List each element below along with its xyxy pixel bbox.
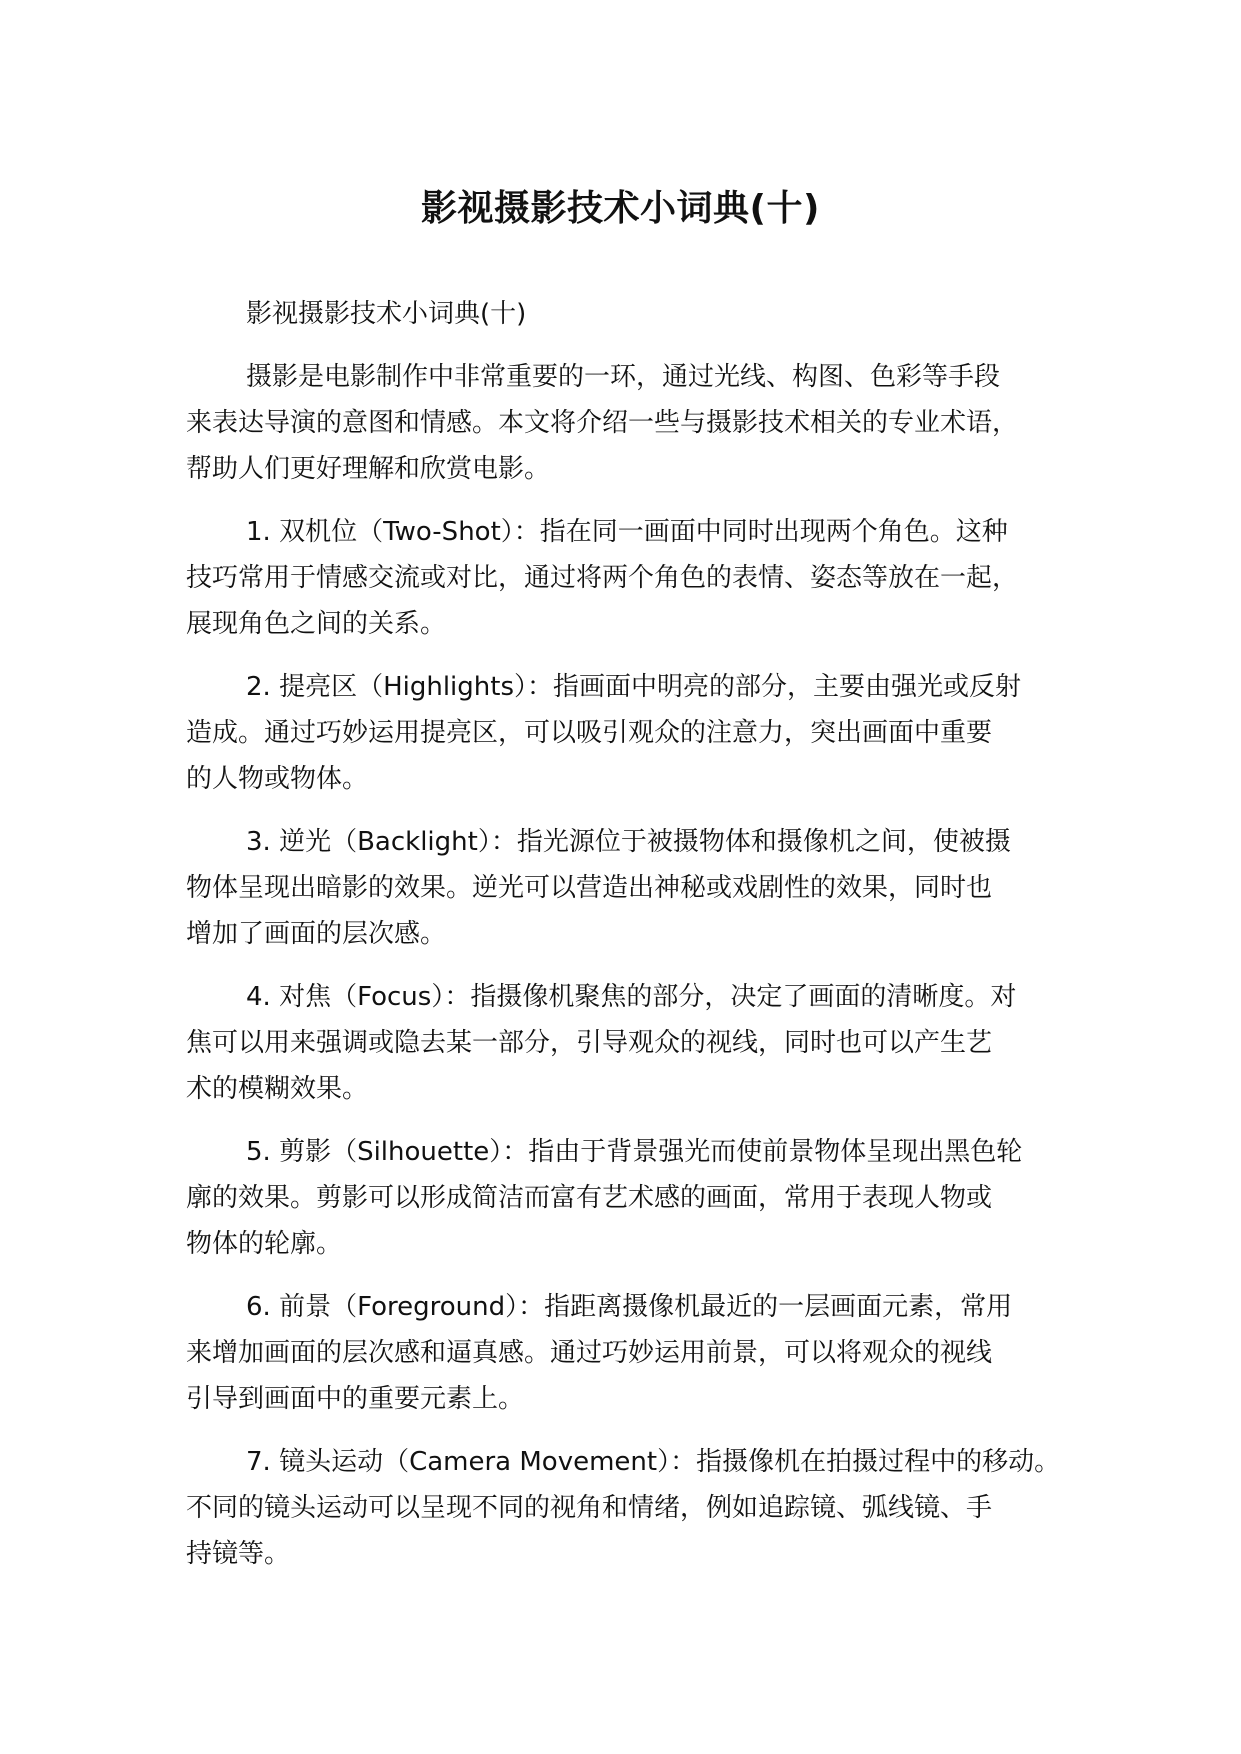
paragraph-line: 术的模糊效果。 — [186, 1074, 369, 1104]
paragraph-line: 的人物或物体。 — [186, 764, 369, 794]
paragraph-line: 摄影是电影制作中非常重要的一环，通过光线、构图、色彩等手段 — [246, 362, 1001, 392]
paragraph — [186, 1284, 1070, 1422]
paragraph-line: 来表达导演的意图和情感。本文将介绍一些与摄影技术相关的专业术语， — [186, 408, 1019, 438]
paragraph — [186, 354, 1070, 492]
paragraph-line: 展现角色之间的关系。 — [186, 609, 447, 639]
paragraph-line: 6. 前景（Foreground）：指距离摄像机最近的一层画面元素，常用 — [246, 1292, 1013, 1322]
paragraph-line: 7. 镜头运动（Camera Movement）：指摄像机在拍摄过程中的移动。 — [246, 1447, 1061, 1477]
paragraph-line: 造成。通过巧妙运用提亮区，可以吸引观众的注意力，突出画面中重要 — [186, 718, 993, 748]
paragraph-line: 3. 逆光（Backlight）：指光源位于被摄物体和摄像机之间，使被摄 — [246, 827, 1011, 857]
paragraph-line: 廓的效果。剪影可以形成简洁而富有艺术感的画面，常用于表现人物或 — [186, 1183, 993, 1213]
paragraph — [186, 509, 1070, 647]
paragraph-line: 技巧常用于情感交流或对比，通过将两个角色的表情、姿态等放在一起， — [186, 563, 1019, 593]
paragraph-line: 影视摄影技术小词典(十) — [246, 299, 527, 329]
paragraph — [186, 1439, 1070, 1577]
document-title: 影视摄影技术小词典(十) — [421, 188, 820, 229]
paragraph-line: 增加了画面的层次感。 — [186, 919, 447, 949]
paragraph-line: 帮助人们更好理解和欣赏电影。 — [186, 454, 551, 484]
paragraph-line: 2. 提亮区（Highlights）：指画面中明亮的部分，主要由强光或反射 — [246, 672, 1021, 702]
paragraph — [186, 819, 1070, 957]
paragraph-line: 物体的轮廓。 — [186, 1229, 343, 1259]
paragraph-line: 1. 双机位（Two-Shot）：指在同一画面中同时出现两个角色。这种 — [246, 517, 1008, 547]
paragraph — [186, 291, 1070, 337]
paragraph-line: 5. 剪影（Silhouette）：指由于背景强光而使前景物体呈现出黑色轮 — [246, 1137, 1023, 1167]
paragraph-line: 来增加画面的层次感和逼真感。通过巧妙运用前景，可以将观众的视线 — [186, 1338, 993, 1368]
paragraph-line: 物体呈现出暗影的效果。逆光可以营造出神秘或戏剧性的效果，同时也 — [186, 873, 993, 903]
paragraph-line: 焦可以用来强调或隐去某一部分，引导观众的视线，同时也可以产生艺 — [186, 1028, 993, 1058]
paragraph — [186, 1129, 1070, 1267]
paragraph-line: 持镜等。 — [186, 1539, 291, 1569]
paragraph — [186, 664, 1070, 802]
paragraph-line: 引导到画面中的重要元素上。 — [186, 1384, 525, 1414]
document-body — [186, 291, 1070, 1594]
paragraph — [186, 974, 1070, 1112]
paragraph-line: 不同的镜头运动可以呈现不同的视角和情绪，例如追踪镜、弧线镜、手 — [186, 1493, 993, 1523]
paragraph-line: 4. 对焦（Focus）：指摄像机聚焦的部分，决定了画面的清晰度。对 — [246, 982, 1017, 1012]
